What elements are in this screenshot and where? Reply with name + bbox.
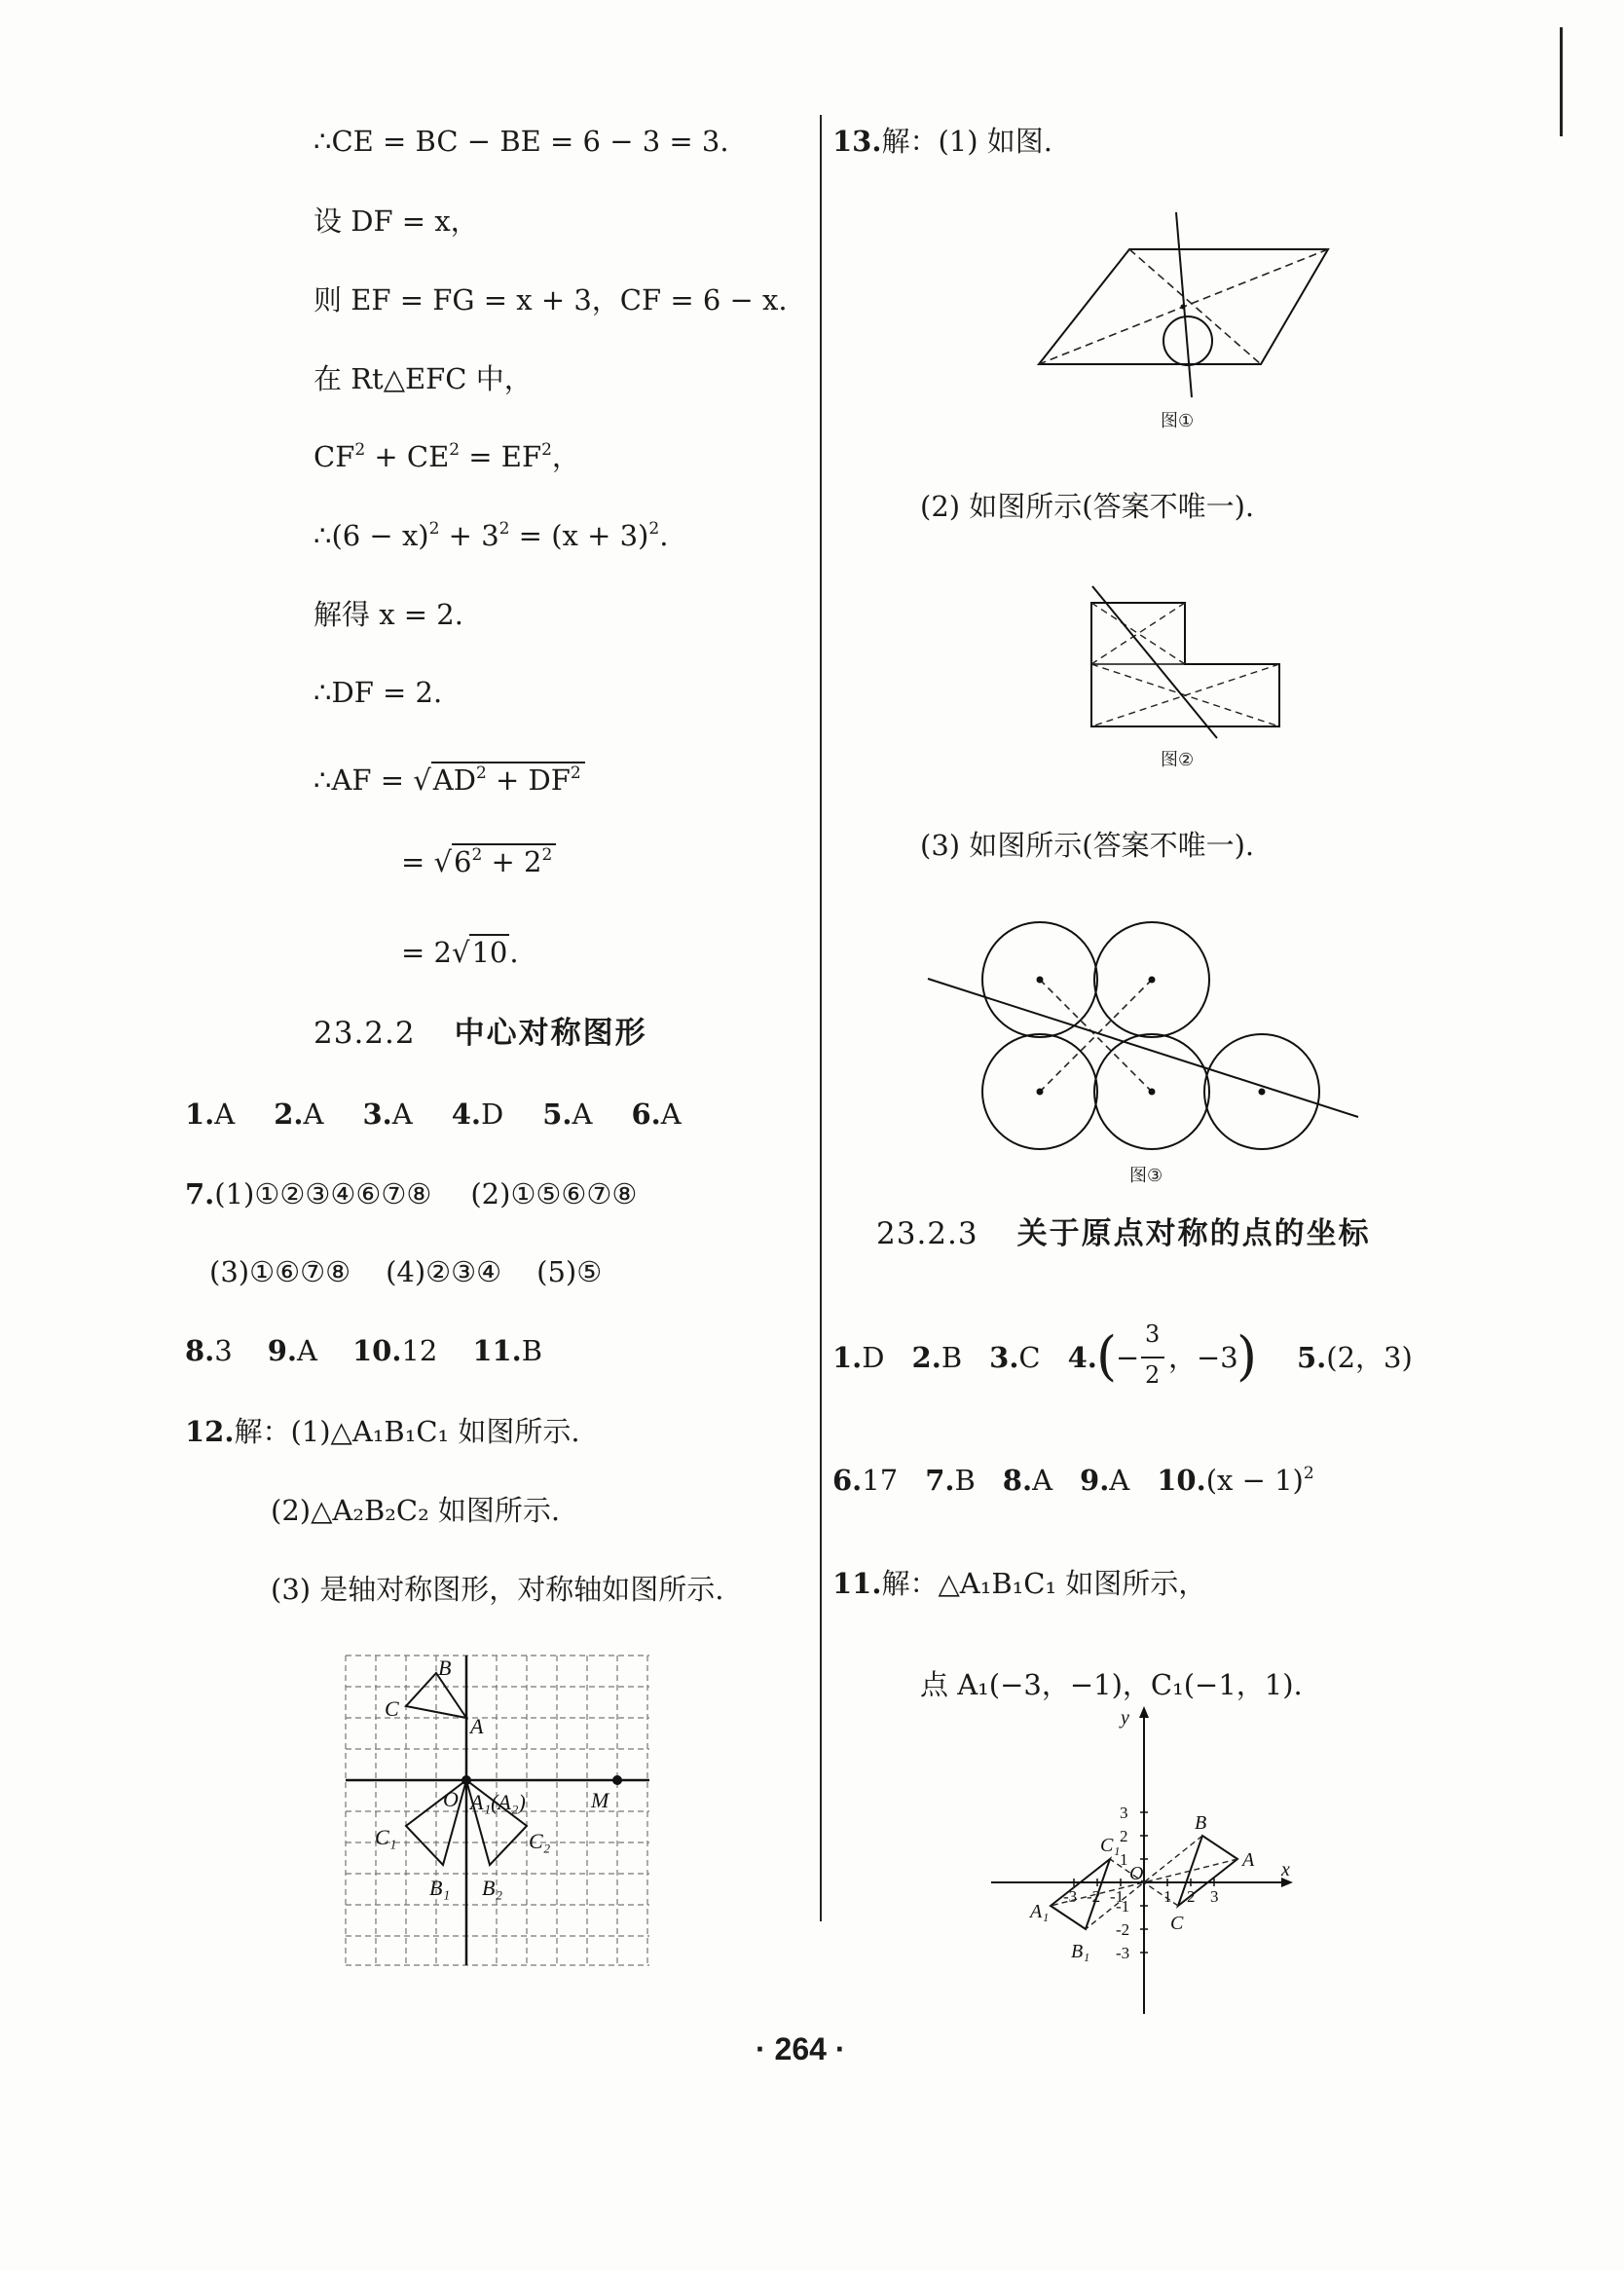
y-arrow-icon xyxy=(1139,1706,1149,1718)
answers-1-5-right: 1.D 2.B 3.C 4. xyxy=(832,1341,1097,1374)
q13-part1: 13.解：(1) 如图. xyxy=(832,125,1052,158)
sqrt-icon: √ xyxy=(413,763,431,797)
point-m xyxy=(612,1775,622,1785)
answers-6-10-right: 6.17 7.B 8.A 9.A $10.(x - 1)^2$ xyxy=(832,1464,1314,1497)
line-rt-efc: 在 Rt△EFC 中， xyxy=(314,362,533,395)
label-c: C xyxy=(385,1696,399,1721)
label-b2: B₂ xyxy=(482,1876,503,1900)
tick-x-1: 1 xyxy=(1163,1887,1172,1906)
q13-part2: (2) 如图所示(答案不唯一). xyxy=(920,490,1255,523)
label-a: A xyxy=(470,1714,484,1738)
tick-x-2: 2 xyxy=(1187,1887,1196,1906)
tick-y-neg1: -1 xyxy=(1116,1897,1130,1916)
figure-q12-grid xyxy=(346,1656,649,1967)
q11-part1: 11.解：△A₁B₁C₁ 如图所示， xyxy=(832,1567,1207,1600)
fraction-bar xyxy=(1141,1357,1164,1358)
q12-part1: 12.解：(1)△A₁B₁C₁ 如图所示. xyxy=(185,1415,580,1448)
caption-fig3: 图③ xyxy=(1129,1166,1163,1186)
sqrt-icon: √ xyxy=(451,936,470,969)
q12-part3: (3) 是轴对称图形，对称轴如图所示. xyxy=(271,1573,724,1606)
label-c1: C₁ xyxy=(375,1825,397,1849)
tick-x-neg3: -3 xyxy=(1063,1887,1078,1906)
line-af-2: = $√6^2 + 2^2$ xyxy=(401,844,556,879)
fraction-denominator: 2 xyxy=(1145,1361,1161,1389)
answers-8-11: 8.3 9.A 10.12 11.B xyxy=(185,1334,543,1367)
coord-rest: ，−3 xyxy=(1168,1341,1238,1374)
label-b1-plane: B₁ xyxy=(1071,1941,1090,1962)
line-equation: ∴(6 − $x)^2 + 3^2 = (x + 3)^2$. xyxy=(314,519,669,552)
minus-sign: − xyxy=(1116,1341,1140,1374)
column-divider xyxy=(820,115,822,1921)
label-m: M xyxy=(591,1788,609,1812)
tick-y-neg3: -3 xyxy=(1116,1944,1130,1962)
paren-open-icon: ( xyxy=(1096,1325,1118,1387)
label-a-plane: A xyxy=(1242,1849,1255,1871)
tick-y-2: 2 xyxy=(1120,1827,1128,1845)
caption-fig2: 图② xyxy=(1161,750,1195,770)
line-solve: 解得 x = 2. xyxy=(314,598,463,631)
line-ce: ∴CE = BC − BE = 6 − 3 = 3. xyxy=(314,125,729,158)
answer-5-right: 5.(2，3) xyxy=(1297,1341,1413,1374)
label-x: x xyxy=(1281,1859,1290,1880)
fraction-numerator: 3 xyxy=(1145,1321,1161,1348)
section-heading-2322: 23.2.2 中心对称图形 xyxy=(314,1016,647,1051)
answer-7-row1: 7.(1)①②③④⑥⑦⑧ (2)①⑤⑥⑦⑧ xyxy=(185,1177,638,1210)
q13-part3: (3) 如图所示(答案不唯一). xyxy=(920,829,1255,862)
label-b-plane: B xyxy=(1195,1812,1207,1834)
label-a1-plane: A₁ xyxy=(1030,1901,1050,1922)
label-y: y xyxy=(1121,1707,1129,1729)
tick-y-3: 3 xyxy=(1120,1804,1128,1822)
figure-1-parallelogram xyxy=(1032,212,1344,407)
label-a1a2: A₁(A₂) xyxy=(470,1790,526,1814)
label-c-plane: C xyxy=(1170,1913,1184,1934)
answers-1-6: 1.A 2.A 3.A 4.D 5.A 6.A xyxy=(185,1098,682,1131)
tick-y-1: 1 xyxy=(1120,1850,1128,1869)
q11-part2: 点 A₁(−3，−1)，C₁(−1，1). xyxy=(920,1668,1303,1701)
triangle-a1b1c1-plane xyxy=(1051,1859,1110,1929)
paren-close-icon: ) xyxy=(1236,1325,1258,1387)
tick-x-3: 3 xyxy=(1210,1887,1219,1906)
tick-y-neg2: -2 xyxy=(1116,1920,1130,1939)
figure-2-rectangles xyxy=(1081,577,1305,742)
q12-part2: (2)△A₂B₂C₂ 如图所示. xyxy=(271,1494,561,1527)
figure-3-circles xyxy=(925,915,1373,1173)
page-number: · 264 · xyxy=(756,2031,846,2066)
line-df: ∴DF = 2. xyxy=(314,676,443,709)
tick-x-neg2: -2 xyxy=(1087,1887,1101,1906)
label-origin: O xyxy=(1129,1863,1144,1884)
section-heading-2323: 23.2.3 关于原点对称的点的坐标 xyxy=(876,1216,1371,1251)
top-right-rule xyxy=(1560,27,1563,136)
line-set-df: 设 DF = x， xyxy=(314,205,479,238)
label-o: O xyxy=(443,1787,459,1811)
label-c1-plane: C₁ xyxy=(1100,1835,1121,1856)
tick-x-neg1: -1 xyxy=(1110,1887,1125,1906)
label-b: B xyxy=(438,1656,452,1680)
line-ef: 则 EF = FG = x + 3，CF = 6 − x. xyxy=(314,283,788,316)
line-af: ∴AF = $√AD^2 + DF^2$ xyxy=(314,763,585,798)
answer-7-row2: (3)①⑥⑦⑧ (4)②③④ (5)⑤ xyxy=(209,1255,603,1288)
figure-q11-coordinate-plane xyxy=(983,1702,1314,2024)
label-b1: B₁ xyxy=(429,1876,451,1900)
label-c2: C₂ xyxy=(529,1829,551,1853)
line-af-3: = 2√10. xyxy=(401,936,519,969)
sqrt-icon: √ xyxy=(433,845,453,878)
point-o xyxy=(461,1775,471,1785)
caption-fig1: 图① xyxy=(1161,411,1195,431)
line-pythagoras: $CF^2 + CE^2 = EF^2$， xyxy=(314,440,580,473)
